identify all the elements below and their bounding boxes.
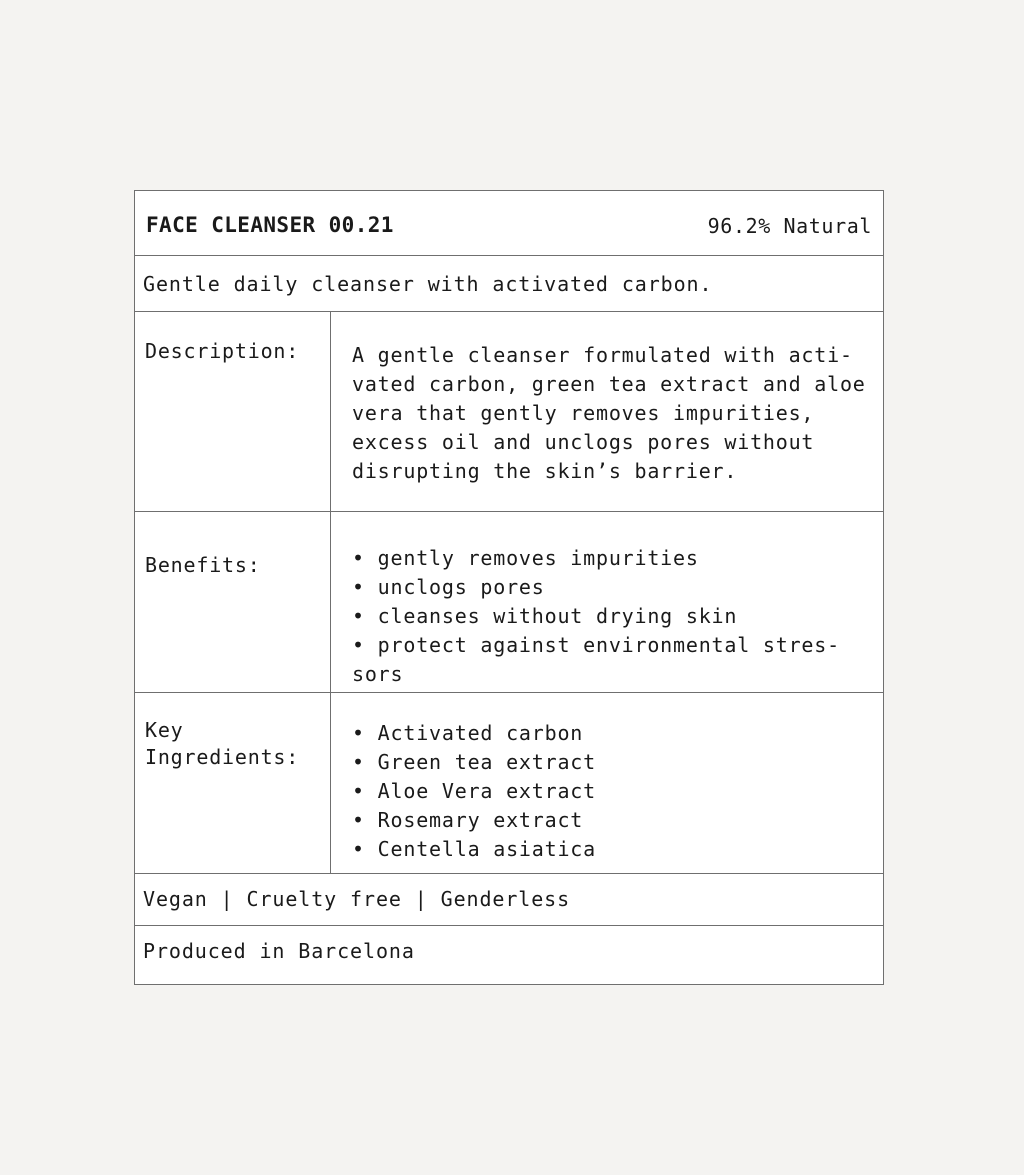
benefits-section — [135, 512, 883, 693]
column-divider — [330, 693, 331, 873]
description-line: vated carbon, green tea extract and aloe — [352, 372, 866, 396]
benefits-list — [352, 544, 877, 689]
production-origin: Produced in Barcelona — [143, 939, 415, 963]
benefit-item: • gently removes impurities — [352, 546, 699, 570]
product-title: FACE CLEANSER 00.21 — [146, 213, 394, 237]
key-ingredients-section — [135, 693, 883, 874]
key-ingredients-label — [145, 717, 325, 771]
ingredient-item: • Rosemary extract — [352, 808, 584, 832]
ingredients-list — [352, 719, 877, 864]
product-tagline: Gentle daily cleanser with activated carbon. — [143, 272, 713, 296]
column-divider — [330, 512, 331, 692]
product-attributes: Vegan | Cruelty free | Genderless — [143, 887, 571, 911]
ingredient-item: • Centella asiatica — [352, 837, 596, 861]
attributes-row — [135, 874, 883, 926]
description-line: excess oil and unclogs pores without — [352, 430, 815, 454]
origin-row — [135, 926, 883, 984]
description-line: disrupting the skin’s barrier. — [352, 459, 738, 483]
ingredient-item: • Aloe Vera extract — [352, 779, 596, 803]
ingredient-item: • Green tea extract — [352, 750, 596, 774]
natural-percentage: 96.2% Natural — [707, 214, 872, 238]
benefits-label: Benefits: — [145, 553, 261, 577]
benefit-item: • protect against environmental stres- — [352, 633, 840, 657]
ingredient-item: • Activated carbon — [352, 721, 584, 745]
description-line: A gentle cleanser formulated with acti- — [352, 343, 853, 367]
tagline-row — [135, 256, 883, 312]
label-header — [135, 191, 883, 256]
key-ingredients-label-line1: Key — [145, 718, 184, 742]
description-label: Description: — [145, 339, 300, 363]
description-text — [352, 341, 877, 486]
product-label-card — [134, 190, 884, 985]
description-line: vera that gently removes impurities, — [352, 401, 815, 425]
benefit-item: • cleanses without drying skin — [352, 604, 738, 628]
key-ingredients-label-line2: Ingredients: — [145, 745, 300, 769]
benefit-item-continuation: sors — [352, 662, 404, 686]
benefit-item: • unclogs pores — [352, 575, 545, 599]
column-divider — [330, 312, 331, 511]
description-section — [135, 312, 883, 512]
